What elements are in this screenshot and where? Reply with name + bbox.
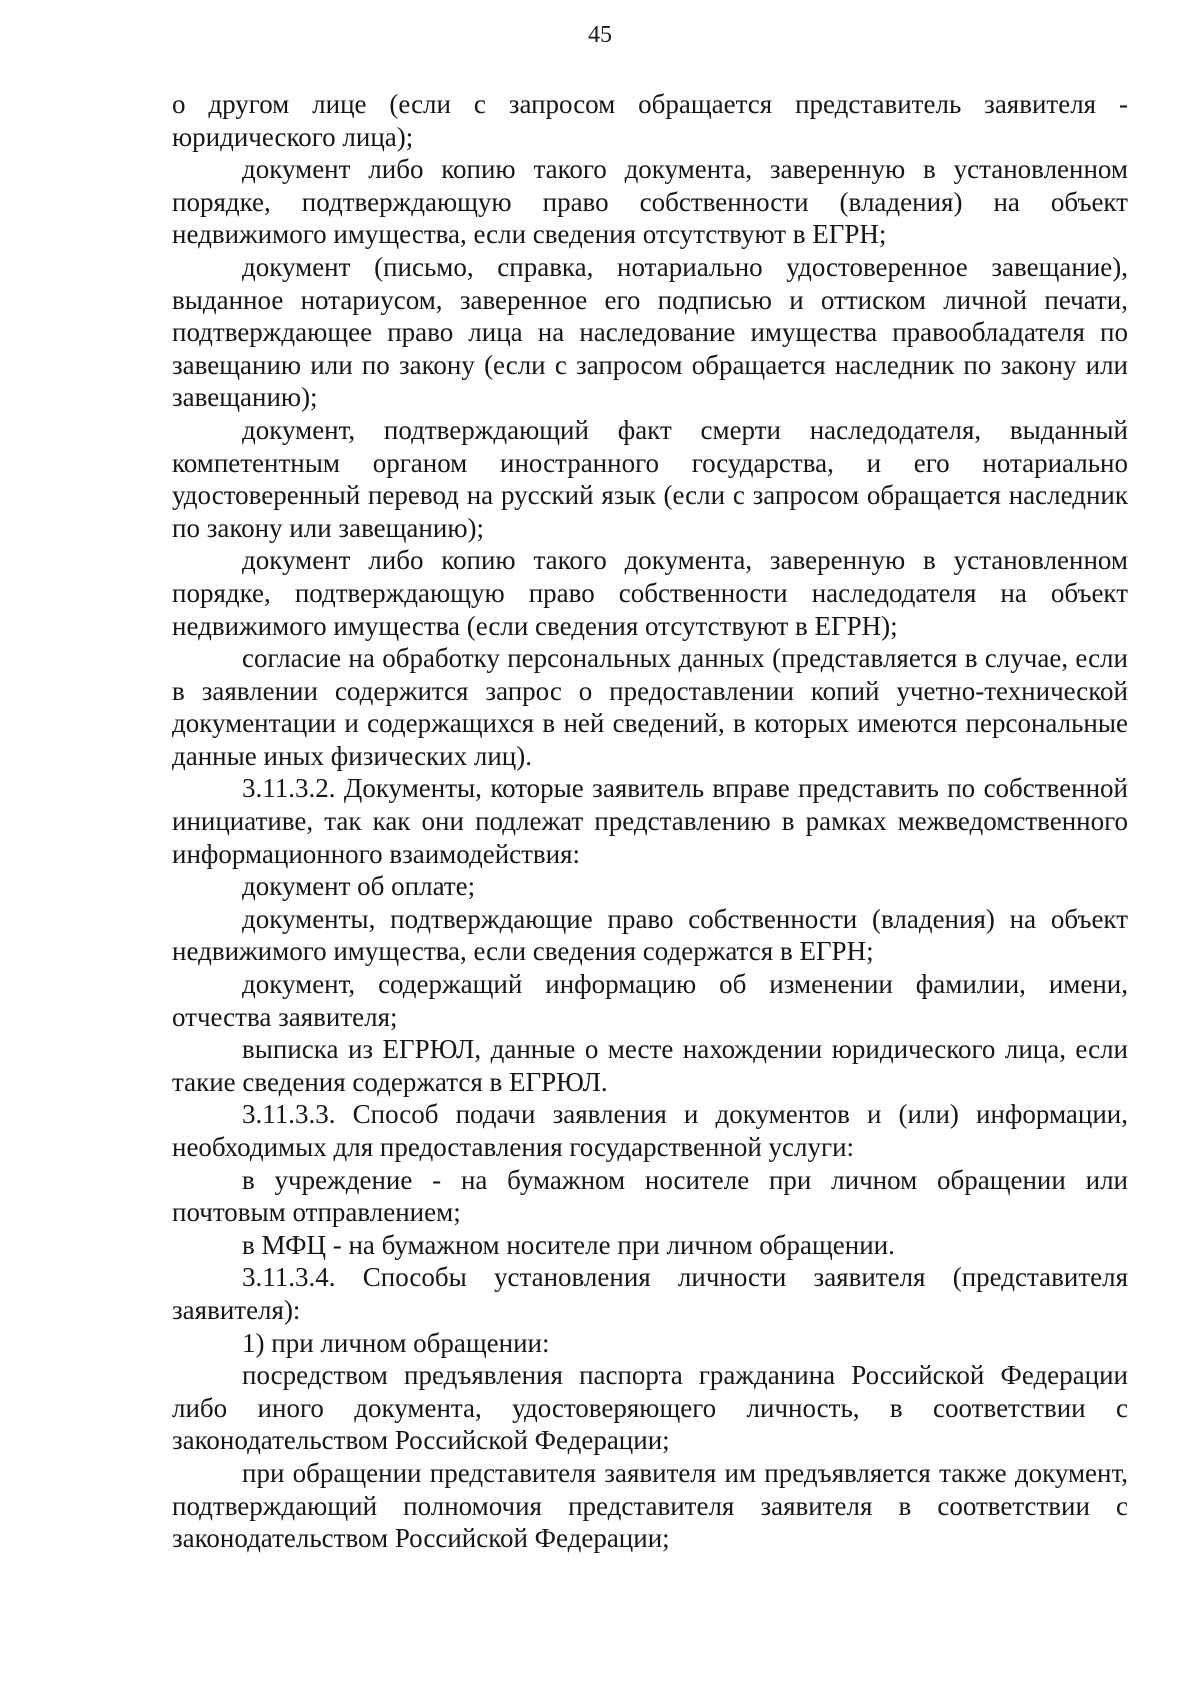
- paragraph-2: документ либо копию такого документа, заверенную в установленном порядке, подтверждающую право собственности (владения) на объект недвижимого имущества, если сведения отсутствуют в ЕГРН;: [172, 154, 1128, 250]
- paragraph-14: в МФЦ - на бумажном носителе при личном обращении.: [242, 1229, 895, 1260]
- paragraph-12: 3.11.3.3. Способ подачи заявления и документов и (или) информации, необходимых для предоставления государственной услуги:: [172, 1099, 1128, 1162]
- paragraph-6: согласие на обработку персональных данных (представляется в случае, если в заявлении содержится запрос о предоставлении копий учетно-технической документации и содержащихся в ней сведений, в которых имеются персональные данные иных физических лиц).: [172, 643, 1128, 771]
- paragraph-10: документ, содержащий информацию об изменении фамилии, имени, отчества заявителя;: [172, 969, 1128, 1032]
- paragraph-3: документ (письмо, справка, нотариально удостоверенное завещание), выданное нотариусом, заверенное его подписью и оттиском личной печати, подтверждающее право лица на наследование имущества правообладателя по завещанию или по закону (если с запросом обращается наследник по закону или завещанию);: [172, 251, 1128, 413]
- paragraph-7: 3.11.3.2. Документы, которые заявитель вправе представить по собственной инициативе, так как они подлежат представлению в рамках межведомственного информационного взаимодействия:: [172, 773, 1128, 869]
- paragraph-1: о другом лице (если с запросом обращается представитель заявителя - юридического лица);: [172, 89, 1128, 152]
- paragraph-8: документ об оплате;: [242, 871, 476, 902]
- paragraph-15: 3.11.3.4. Способы установления личности заявителя (представителя заявителя):: [172, 1262, 1128, 1325]
- paragraph-5: документ либо копию такого документа, заверенную в установленном порядке, подтверждающую право собственности наследодателя на объект недвижимого имущества (если сведения отсутствуют в ЕГРН);: [172, 545, 1128, 641]
- paragraph-18: при обращении представителя заявителя им предъявляется также документ, подтверждающий полномочия представителя заявителя в соответствии с законодательством Российской Федерации;: [172, 1457, 1128, 1554]
- paragraph-17: посредством предъявления паспорта гражданина Российской Федерации либо иного документа, удостоверяющего личность, в соответствии с законодательством Российской Федерации;: [172, 1360, 1128, 1456]
- document-body: [172, 88, 1128, 1555]
- paragraph-16: 1) при личном обращении:: [242, 1327, 550, 1358]
- paragraph-9: документы, подтверждающие право собственности (владения) на объект недвижимого имущества, если сведения содержатся в ЕГРН;: [172, 903, 1128, 967]
- paragraph-13: в учреждение - на бумажном носителе при личном обращении или почтовым отправлением;: [172, 1164, 1128, 1228]
- page-number: 45: [588, 22, 612, 48]
- paragraph-4: документ, подтверждающий факт смерти наследодателя, выданный компетентным органом иностранного государства, и его нотариально удостоверенный перевод на русский язык (если с запросом обращается наследник по закону или завещанию);: [172, 414, 1128, 543]
- paragraph-11: выписка из ЕГРЮЛ, данные о месте нахождении юридического лица, если такие сведения содержатся в ЕГРЮЛ.: [172, 1034, 1128, 1097]
